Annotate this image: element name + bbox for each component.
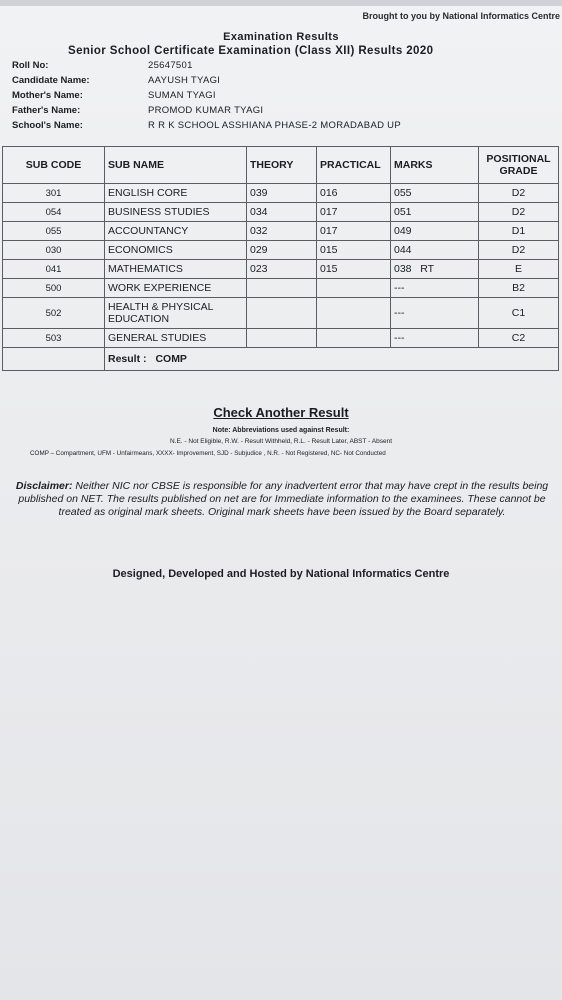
theory-cell — [247, 329, 317, 348]
sub-code-cell: 503 — [3, 329, 105, 348]
grade-cell: D1 — [479, 222, 559, 241]
theory-cell: 029 — [247, 241, 317, 260]
school-name-value: R R K SCHOOL ASSHIANA PHASE-2 MORADABAD UP — [148, 120, 401, 131]
marks-cell: 038 RT — [391, 260, 479, 279]
grade-cell: D2 — [479, 203, 559, 222]
table-row — [3, 260, 559, 279]
sub-code-cell: 502 — [3, 298, 105, 329]
practical-cell — [317, 279, 391, 298]
marks-cell: 055 — [391, 184, 479, 203]
table-row — [3, 184, 559, 203]
practical-cell: 017 — [317, 222, 391, 241]
abbreviations-line-2: COMP – Compartment, UFM - Unfairmeans, XXXX- Improvement, SJD - Subjudice , N.R. - Not Registered, NC- Not Conducted — [30, 450, 386, 457]
brought-by-text: Brought to you by National Informatics Centre — [362, 11, 560, 21]
result-label: Result : — [108, 353, 147, 365]
grade-cell: D2 — [479, 241, 559, 260]
school-name-label: School's Name: — [12, 120, 83, 131]
sub-code-cell: 055 — [3, 222, 105, 241]
page-title: Examination Results — [223, 31, 339, 43]
sub-name-cell: ENGLISH CORE — [105, 184, 247, 203]
marks-cell: 044 — [391, 241, 479, 260]
exam-subtitle: Senior School Certificate Examination (Class XII) Results 2020 — [68, 45, 434, 57]
table-row — [3, 222, 559, 241]
marks-header-row — [3, 147, 559, 184]
father-name-label: Father's Name: — [12, 105, 81, 116]
practical-header: PRACTICAL — [317, 147, 391, 184]
theory-cell: 032 — [247, 222, 317, 241]
check-another-result-link[interactable]: Check Another Result — [213, 405, 349, 420]
table-row — [3, 329, 559, 348]
marks-table — [2, 146, 559, 371]
disclaimer-label: Disclaimer: — [15, 480, 73, 492]
candidate-name-value: AAYUSH TYAGI — [148, 75, 221, 86]
sub-name-cell: ECONOMICS — [105, 241, 247, 260]
candidate-name-label: Candidate Name: — [12, 75, 90, 86]
sub-name-header: SUB NAME — [105, 147, 247, 184]
sub-name-cell: WORK EXPERIENCE — [105, 279, 247, 298]
theory-cell: 023 — [247, 260, 317, 279]
marks-cell: --- — [391, 279, 479, 298]
sub-code-header: SUB CODE — [3, 147, 105, 184]
sub-name-cell: ACCOUNTANCY — [105, 222, 247, 241]
sub-name-cell: HEALTH & PHYSICAL EDUCATION — [105, 298, 247, 329]
sub-code-cell: 301 — [3, 184, 105, 203]
practical-cell: 017 — [317, 203, 391, 222]
practical-cell: 015 — [317, 241, 391, 260]
sub-name-cell: MATHEMATICS — [105, 260, 247, 279]
sub-code-cell: 054 — [3, 203, 105, 222]
sub-code-cell: 030 — [3, 241, 105, 260]
sub-code-cell: 500 — [3, 279, 105, 298]
disclaimer-text: Neither NIC nor CBSE is responsible for any inadvertent error that may have crept in the results being published on NET. The results published on net are for Immediate information to the examinees. These cannot be treated as original mark sheets. Original mark sheets have been issued by the Board separately. — [18, 480, 549, 518]
father-name-value: PROMOD KUMAR TYAGI — [148, 105, 264, 116]
grade-cell: D2 — [479, 184, 559, 203]
marks-cell: 051 — [391, 203, 479, 222]
marks-cell: --- — [391, 329, 479, 348]
mother-name-label: Mother's Name: — [12, 90, 83, 101]
marks-header: MARKS — [391, 147, 479, 184]
marks-cell: --- — [391, 298, 479, 329]
result-value: COMP — [155, 353, 187, 365]
grade-cell: B2 — [479, 279, 559, 298]
sub-name-cell: GENERAL STUDIES — [105, 329, 247, 348]
theory-cell: 034 — [247, 203, 317, 222]
grade-header-line2: GRADE — [499, 165, 538, 177]
result-empty-cell — [3, 348, 105, 371]
table-row — [3, 279, 559, 298]
mother-name-value: SUMAN TYAGI — [148, 90, 216, 101]
abbreviation-note: Note: Abbreviations used against Result: — [212, 427, 350, 434]
practical-cell: 015 — [317, 260, 391, 279]
disclaimer — [6, 480, 558, 519]
sub-name-cell: BUSINESS STUDIES — [105, 203, 247, 222]
practical-cell: 016 — [317, 184, 391, 203]
grade-cell: C2 — [479, 329, 559, 348]
practical-cell — [317, 298, 391, 329]
theory-header: THEORY — [247, 147, 317, 184]
table-row — [3, 203, 559, 222]
grade-header — [479, 147, 559, 184]
grade-cell: E — [479, 260, 559, 279]
table-row — [3, 241, 559, 260]
abbreviations-line-1: N.E. - Not Eligible, R.W. - Result Withheld, R.L. - Result Later, ABST - Absent — [169, 438, 393, 445]
roll-label: Roll No: — [12, 60, 49, 71]
roll-value: 25647501 — [148, 60, 193, 71]
theory-cell — [247, 279, 317, 298]
grade-cell: C1 — [479, 298, 559, 329]
theory-cell — [247, 298, 317, 329]
marks-cell: 049 — [391, 222, 479, 241]
footer-credit: Designed, Developed and Hosted by National Informatics Centre — [112, 568, 450, 580]
table-row — [3, 298, 559, 329]
sub-code-cell: 041 — [3, 260, 105, 279]
grade-header-line1: POSITIONAL — [486, 153, 551, 165]
result-row — [3, 348, 559, 371]
top-bar — [0, 0, 562, 6]
result-cell — [105, 348, 559, 371]
practical-cell — [317, 329, 391, 348]
theory-cell: 039 — [247, 184, 317, 203]
